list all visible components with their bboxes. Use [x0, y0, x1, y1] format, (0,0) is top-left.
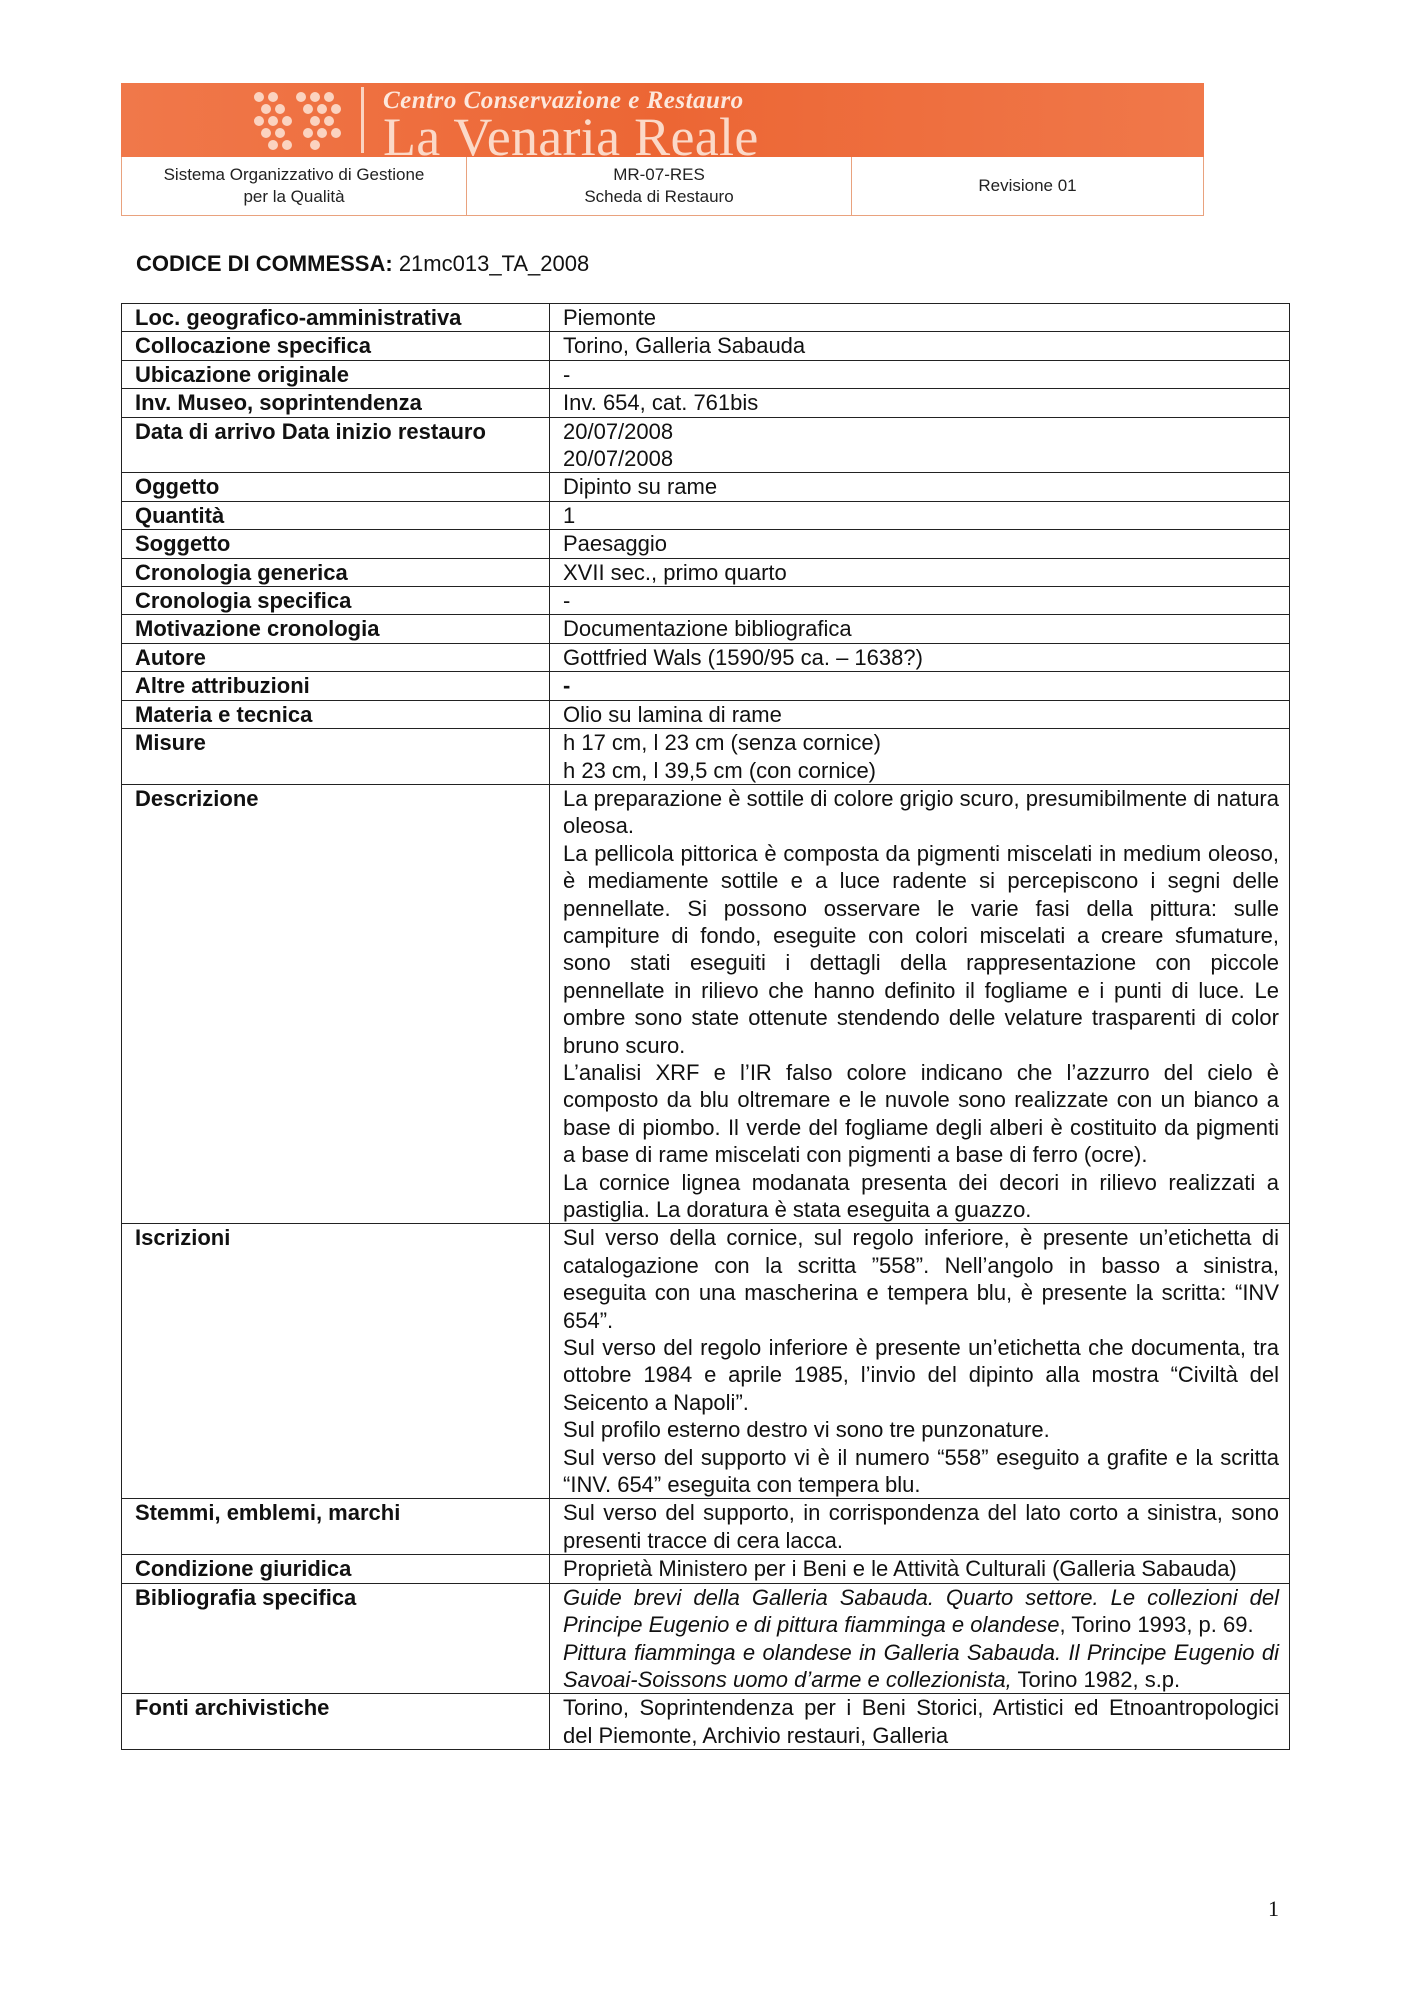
field-label: Misure: [122, 729, 550, 785]
table-row: [122, 643, 1290, 671]
field-value: Inv. 654, cat. 761bis: [550, 389, 1290, 417]
brand-title: La Venaria Reale: [383, 107, 759, 157]
field-value: Paesaggio: [550, 530, 1290, 558]
form-code-cell: [467, 157, 852, 215]
field-label: Loc. geografico-amministrativa: [122, 304, 550, 332]
measure-with-frame: h 23 cm, l 39,5 cm (con cornice): [563, 757, 877, 783]
page-number: 1: [1268, 1896, 1279, 1921]
field-label: Iscrizioni: [122, 1224, 550, 1499]
field-value-dates: [550, 417, 1290, 473]
table-row: [122, 417, 1290, 473]
start-date: 20/07/2008: [563, 446, 674, 472]
table-row: [122, 587, 1290, 615]
document-header: [121, 83, 1204, 216]
commessa-label: CODICE DI COMMESSA:: [136, 251, 393, 276]
field-value: Proprietà Ministero per i Beni e le Attività Culturali (Galleria Sabauda): [550, 1555, 1290, 1583]
field-label: Altre attribuzioni: [122, 672, 550, 700]
field-label: Autore: [122, 643, 550, 671]
field-label: Motivazione cronologia: [122, 615, 550, 643]
table-row: [122, 1583, 1290, 1694]
field-value: XVII sec., primo quarto: [550, 558, 1290, 586]
table-row: [122, 304, 1290, 332]
inscription-paragraph: Sul profilo esterno destro vi sono tre punzonature.: [563, 1417, 1050, 1443]
field-label: Collocazione specifica: [122, 332, 550, 360]
field-label: Soggetto: [122, 530, 550, 558]
table-row: [122, 1694, 1290, 1750]
table-row: [122, 784, 1290, 1224]
revision-cell: [852, 157, 1203, 215]
table-row: [122, 672, 1290, 700]
form-name: Scheda di Restauro: [584, 187, 734, 206]
commessa-value: 21mc013_TA_2008: [398, 251, 590, 276]
bibliography-entry: [563, 1584, 1279, 1639]
inscription-paragraph: Sul verso della cornice, sul regolo inferiore, è presente un’etichetta di catalogazione con la scritta ”558”. Nell’angolo in basso a sinistra, eseguita con una mascherina e tempera blu, è presente la scritta: “INV 654”.: [563, 1225, 1279, 1333]
commessa-line: [136, 251, 589, 277]
field-value-description: [550, 784, 1290, 1224]
description-paragraph: La cornice lignea modanata presenta dei decori in rilievo realizzati a pastiglia. La doratura è stata eseguita a guazzo.: [563, 1169, 1279, 1222]
field-label: Quantità: [122, 501, 550, 529]
field-value: -: [550, 672, 1290, 700]
field-value-bibliography: [550, 1583, 1290, 1694]
table-row: [122, 700, 1290, 728]
header-banner: [121, 83, 1204, 157]
field-value: Torino, Soprintendenza per i Beni Storici, Artistici ed Etnoantropologici del Piemonte, Archivio restauri, Galleria: [550, 1694, 1290, 1750]
quality-system-cell: [122, 157, 467, 215]
table-row: [122, 501, 1290, 529]
revision-label: Revisione 01: [978, 176, 1077, 195]
field-label: Condizione giuridica: [122, 1555, 550, 1583]
arrival-date: 20/07/2008: [563, 418, 674, 444]
table-row: [122, 1555, 1290, 1583]
label-arrival-date: Data di arrivo: [135, 418, 276, 444]
table-row: [122, 615, 1290, 643]
field-value: Piemonte: [550, 304, 1290, 332]
field-label: Descrizione: [122, 784, 550, 1224]
table-row: [122, 473, 1290, 501]
table-row: [122, 360, 1290, 388]
field-label: Ubicazione originale: [122, 360, 550, 388]
form-code: MR-07-RES: [613, 165, 705, 184]
table-row: [122, 729, 1290, 785]
field-label: Fonti archivistiche: [122, 1694, 550, 1750]
bibliography-title: Guide brevi della Galleria Sabauda. Quarto settore. Le collezioni del Principe Eugenio e di pittura fiamminga e olandese: [563, 1584, 1279, 1638]
inscription-paragraph: Sul verso del supporto vi è il numero “558” eseguito a grafite e la scritta “INV. 654” eseguita con tempera blu.: [563, 1444, 1279, 1498]
field-label-dates: [122, 417, 550, 473]
field-value: Sul verso del supporto, in corrispondenza del lato corto a sinistra, sono presenti tracce di cera lacca.: [550, 1499, 1290, 1555]
field-label: Cronologia specifica: [122, 587, 550, 615]
field-value: Documentazione bibliografica: [550, 615, 1290, 643]
quality-system-line2: per la Qualità: [243, 187, 345, 206]
table-row: [122, 332, 1290, 360]
table-row: [122, 1224, 1290, 1499]
label-start-date: Data inizio restauro: [281, 418, 486, 444]
field-label: Oggetto: [122, 473, 550, 501]
brand-subtitle: Centro Conservazione e Restauro: [383, 87, 744, 114]
quality-system-line1: Sistema Organizzativo di Gestione: [163, 165, 425, 184]
field-value: Gottfried Wals (1590/95 ca. – 1638?): [550, 643, 1290, 671]
logo-dots-icon: [249, 89, 349, 151]
field-label: Bibliografia specifica: [122, 1583, 550, 1694]
bibliography-details: , Torino 1993, p. 69.: [1059, 1612, 1254, 1638]
bibliography-details: Torino 1982, s.p.: [1011, 1666, 1181, 1692]
field-value: -: [550, 587, 1290, 615]
bibliography-title: Pittura fiamminga e olandese in Galleria Sabauda. Il Principe Eugenio di Savoai-Soissons uomo d’arme e collezionista,: [563, 1639, 1279, 1692]
field-value: Torino, Galleria Sabauda: [550, 332, 1290, 360]
table-row: [122, 558, 1290, 586]
field-value: -: [550, 360, 1290, 388]
measure-without-frame: h 17 cm, l 23 cm (senza cornice): [563, 730, 881, 756]
field-label: Stemmi, emblemi, marchi: [122, 1499, 550, 1555]
table-row: [122, 530, 1290, 558]
table-row: [122, 389, 1290, 417]
field-value: Dipinto su rame: [550, 473, 1290, 501]
header-meta-row: [121, 157, 1204, 216]
field-value: Olio su lamina di rame: [550, 700, 1290, 728]
description-paragraph: La pellicola pittorica è composta da pigmenti miscelati in medium oleoso, è mediamente sottile e a luce radente si percepiscono i segni delle pennellate. Si possono osservare le varie fasi della pittura: sulle campiture di fondo, eseguite con colori miscelati a creare sfumature, sono stati eseguiti i dettagli della rappresentazione con piccole pennellate in rilievo che hanno definito il fogliame e i punti di luce. Le ombre sono state ottenute stendendo delle velature trasparenti di color bruno scuro.: [563, 840, 1279, 1058]
field-value: 1: [550, 501, 1290, 529]
field-value-measures: [550, 729, 1290, 785]
logo-divider: [361, 87, 364, 153]
description-paragraph: La preparazione è sottile di colore grigio scuro, presumibilmente di natura oleosa.: [563, 785, 1279, 839]
field-value-inscriptions: [550, 1224, 1290, 1499]
field-label: Cronologia generica: [122, 558, 550, 586]
field-label: Inv. Museo, soprintendenza: [122, 389, 550, 417]
inscription-paragraph: Sul verso del regolo inferiore è presente un’etichetta che documenta, tra ottobre 1984 e aprile 1985, l’invio del dipinto alla mostra “Civiltà del Seicento a Napoli”.: [563, 1335, 1279, 1415]
bibliography-entry: [563, 1639, 1279, 1694]
table-row: [122, 1499, 1290, 1555]
description-paragraph: L’analisi XRF e l’IR falso colore indicano che l’azzurro del cielo è composto da blu oltremare e le nuvole sono realizzate con un bianco a base di piombo. Il verde del fogliame degli alberi è costituito da pigmenti a base di rame miscelati con pigmenti a base di ferro (ocre).: [563, 1059, 1279, 1168]
field-label: Materia e tecnica: [122, 700, 550, 728]
restoration-sheet-table: [121, 303, 1290, 1750]
